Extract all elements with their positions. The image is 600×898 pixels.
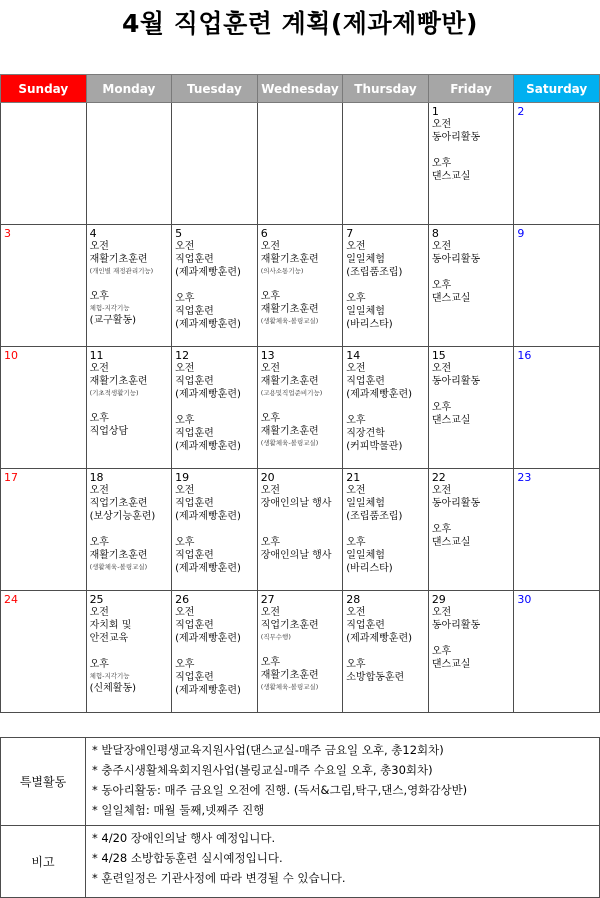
activity-line: 직업상담 xyxy=(89,426,129,437)
activity-line: (바리스타) xyxy=(346,319,393,330)
spacer xyxy=(432,510,512,523)
activity-detail: (의사소통기능) xyxy=(260,267,304,275)
activity-line: 직업훈련 xyxy=(175,620,214,631)
spacer xyxy=(261,399,341,412)
activity-line: 오전 xyxy=(346,363,366,374)
activity-line: (바리스타) xyxy=(346,563,393,574)
activity-detail: (생활체육-볼링교실) xyxy=(260,439,319,447)
activity-line: 재활기초훈련 xyxy=(260,254,319,265)
spacer xyxy=(432,266,512,279)
spacer xyxy=(346,279,426,292)
activity-line: 오후 xyxy=(175,293,195,304)
activity-line: 오후 xyxy=(431,524,452,535)
calendar-week-row xyxy=(1,225,600,347)
spacer xyxy=(261,510,341,523)
day-number: 25 xyxy=(89,593,104,606)
calendar-day-cell xyxy=(514,103,600,225)
day-number: 1 xyxy=(431,105,439,118)
calendar-day-cell xyxy=(172,347,258,469)
spacer xyxy=(346,645,426,658)
calendar-day-cell xyxy=(514,469,600,591)
activity-line: 동아리활동 xyxy=(431,620,481,631)
activity-line: 오후 xyxy=(175,415,195,426)
day-number: 23 xyxy=(517,471,532,484)
spacer xyxy=(346,523,426,536)
activity-line: 오전 xyxy=(89,607,109,618)
activity-line: (신체활동) xyxy=(89,683,137,694)
activity-line: (제과제빵훈련) xyxy=(175,441,241,452)
day-number: 22 xyxy=(431,471,446,484)
activity-line: 오전 xyxy=(175,363,195,374)
activity-line: 오전 xyxy=(260,607,281,618)
day-number: 14 xyxy=(346,349,361,362)
activity-line: (보상기능훈련) xyxy=(89,511,156,522)
activity-line: 오전 xyxy=(175,241,195,252)
day-number: 17 xyxy=(4,471,18,484)
activity-line: 오전 xyxy=(175,485,195,496)
activity-line: (제과제빵훈련) xyxy=(346,389,413,400)
calendar-day-cell xyxy=(428,225,514,347)
day-number: 19 xyxy=(175,471,190,484)
calendar-day-cell xyxy=(172,225,258,347)
note-line: * 4/20 장애인의날 행사 예정입니다. xyxy=(92,831,276,845)
activity-line: 일일체험 xyxy=(346,498,385,509)
weekday-header-sunday: Sunday xyxy=(1,75,87,103)
spacer xyxy=(90,645,170,658)
activity-line: 오후 xyxy=(89,291,109,302)
weekday-header-friday: Friday xyxy=(428,75,514,103)
activity-line: 재활기초훈련 xyxy=(89,376,148,387)
activity-line: 재활기초훈련 xyxy=(260,304,319,315)
notes-row xyxy=(1,826,600,898)
page-title: 4월 직업훈련 계획(제과제빵반) xyxy=(122,9,478,38)
calendar-day-cell xyxy=(428,347,514,469)
activity-detail: (개인별 재정관리기능) xyxy=(89,267,154,275)
activity-line: 일일체험 xyxy=(346,254,385,265)
activity-line: (조립품조립) xyxy=(346,511,403,522)
activity-line: 동아리활동 xyxy=(431,254,481,265)
activity-line: 소방합동훈련 xyxy=(346,672,405,683)
activity-line: 오후 xyxy=(260,291,281,302)
activity-line: (제과제빵훈련) xyxy=(175,685,241,696)
activity-line: 직업훈련 xyxy=(175,254,214,265)
calendar-day-cell xyxy=(257,591,343,713)
notes-table xyxy=(0,737,600,898)
activity-detail: 체험-지각기능 xyxy=(89,672,130,680)
note-line: * 일일체험: 매월 둘째,넷째주 진행 xyxy=(92,803,265,817)
activity-line: 직업훈련 xyxy=(175,376,214,387)
activity-line: 오후 xyxy=(89,537,109,548)
activity-line: 장애인의날 행사 xyxy=(260,550,332,561)
weekday-header-saturday: Saturday xyxy=(514,75,600,103)
notes-row xyxy=(1,738,600,826)
activity-line: 오전 xyxy=(89,485,109,496)
notes-label: 비고 xyxy=(1,826,86,898)
weekday-header-tuesday: Tuesday xyxy=(172,75,258,103)
activity-line: 장애인의날 행사 xyxy=(260,498,332,509)
spacer xyxy=(90,523,170,536)
calendar-week-row xyxy=(1,103,600,225)
weekday-header-monday: Monday xyxy=(86,75,172,103)
day-number: 8 xyxy=(431,227,439,240)
weekday-header-row xyxy=(1,75,600,103)
calendar-day-cell xyxy=(1,469,87,591)
activity-line: 오후 xyxy=(346,293,366,304)
notes-content xyxy=(86,738,600,826)
spacer xyxy=(175,645,255,658)
activity-line: 오전 xyxy=(260,363,281,374)
activity-detail: (생활체육-볼링교실) xyxy=(260,317,319,325)
activity-detail: (생활체육-볼링교실) xyxy=(260,683,319,691)
note-line: * 발달장애인평생교육지원사업(댄스교실-매주 금요일 오후, 총12회차) xyxy=(92,743,444,757)
spacer xyxy=(432,144,512,157)
calendar-day-cell xyxy=(257,347,343,469)
activity-line: (교구활동) xyxy=(89,315,137,326)
note-line: * 4/28 소방합동훈련 실시예정입니다. xyxy=(92,851,283,865)
activity-line: (커피박물관) xyxy=(346,441,403,452)
activity-line: 오전 xyxy=(346,485,366,496)
activity-line: 댄스교실 xyxy=(431,415,471,426)
day-number: 20 xyxy=(260,471,275,484)
calendar-day-cell xyxy=(257,103,343,225)
activity-line: 오후 xyxy=(175,537,195,548)
calendar-day-cell xyxy=(86,469,172,591)
activity-line: 직업훈련 xyxy=(175,672,214,683)
activity-line: 오후 xyxy=(346,659,366,670)
calendar-day-cell xyxy=(172,103,258,225)
calendar-day-cell xyxy=(1,103,87,225)
activity-line: 동아리활동 xyxy=(431,498,481,509)
day-number: 18 xyxy=(89,471,104,484)
calendar-day-cell xyxy=(343,469,429,591)
day-number: 5 xyxy=(175,227,183,240)
calendar-day-cell xyxy=(343,347,429,469)
notes-content xyxy=(86,826,600,898)
activity-line: 재활기초훈련 xyxy=(260,426,319,437)
day-number: 13 xyxy=(260,349,275,362)
activity-line: 직업훈련 xyxy=(346,376,385,387)
activity-line: 동아리활동 xyxy=(431,132,481,143)
calendar-day-cell xyxy=(1,225,87,347)
activity-line: 직업기초훈련 xyxy=(260,620,319,631)
spacer xyxy=(432,632,512,645)
day-number: 7 xyxy=(346,227,354,240)
note-line: * 훈련일정은 기관사정에 따라 변경될 수 있습니다. xyxy=(92,871,346,885)
activity-line: 오후 xyxy=(346,415,366,426)
activity-line: 댄스교실 xyxy=(431,293,471,304)
activity-detail: (고용및직업준비기능) xyxy=(260,389,323,397)
activity-line: (제과제빵훈련) xyxy=(175,563,241,574)
spacer xyxy=(432,388,512,401)
activity-line: 직업훈련 xyxy=(175,306,214,317)
activity-detail: 체험-지각기능 xyxy=(89,304,130,312)
activity-line: 재활기초훈련 xyxy=(260,376,319,387)
calendar-day-cell xyxy=(343,591,429,713)
calendar-day-cell xyxy=(86,103,172,225)
day-number: 28 xyxy=(346,593,361,606)
activity-line: 댄스교실 xyxy=(431,659,471,670)
calendar-week-row xyxy=(1,469,600,591)
calendar-day-cell xyxy=(86,591,172,713)
day-number: 30 xyxy=(517,593,532,606)
spacer xyxy=(261,277,341,290)
day-number: 4 xyxy=(89,227,97,240)
activity-line: 직업훈련 xyxy=(175,498,214,509)
calendar-day-cell xyxy=(514,591,600,713)
calendar-week-row xyxy=(1,591,600,713)
day-number: 29 xyxy=(431,593,446,606)
note-line: * 충주시생활체육회지원사업(볼링교실-매주 수요일 오후, 총30회차) xyxy=(92,763,433,777)
activity-line: 오후 xyxy=(431,402,452,413)
spacer xyxy=(346,401,426,414)
activity-line: 오전 xyxy=(431,241,452,252)
activity-line: 오전 xyxy=(89,241,109,252)
spacer xyxy=(90,277,170,290)
activity-line: 댄스교실 xyxy=(431,171,471,182)
activity-line: (제과제빵훈련) xyxy=(175,267,241,278)
activity-line: 직업기초훈련 xyxy=(89,498,148,509)
day-number: 2 xyxy=(517,105,525,118)
activity-line: 오전 xyxy=(431,607,452,618)
day-number: 10 xyxy=(4,349,18,362)
activity-line: 직업훈련 xyxy=(175,428,214,439)
activity-line: 오전 xyxy=(346,241,366,252)
activity-line: 오후 xyxy=(175,659,195,670)
activity-line: 오전 xyxy=(431,119,452,130)
activity-line: (조립품조립) xyxy=(346,267,403,278)
day-number: 3 xyxy=(4,227,11,240)
activity-line: 직장견학 xyxy=(346,428,385,439)
activity-line: (제과제빵훈련) xyxy=(175,319,241,330)
note-line: * 동아리활동: 매주 금요일 오전에 진행. (독서&그림,탁구,댄스,영화감상반) xyxy=(92,783,468,797)
activity-line: 오후 xyxy=(431,280,452,291)
activity-line: 오후 xyxy=(346,537,366,548)
weekday-header-thursday: Thursday xyxy=(343,75,429,103)
day-number: 15 xyxy=(431,349,446,362)
activity-detail: (직무수행) xyxy=(260,633,291,641)
calendar-day-cell xyxy=(428,103,514,225)
activity-line: 오전 xyxy=(431,363,452,374)
weekday-header-wednesday: Wednesday xyxy=(257,75,343,103)
day-number: 24 xyxy=(4,593,18,606)
activity-line: 댄스교실 xyxy=(431,537,471,548)
activity-line: 자치회 및 xyxy=(89,620,132,631)
activity-line: 오전 xyxy=(260,485,281,496)
calendar-day-cell xyxy=(257,469,343,591)
spacer xyxy=(175,401,255,414)
calendar-day-cell xyxy=(514,225,600,347)
spacer xyxy=(90,399,170,412)
activity-line: 오후 xyxy=(260,413,281,424)
activity-line: (제과제빵훈련) xyxy=(175,633,241,644)
spacer xyxy=(261,643,341,656)
activity-line: (제과제빵훈련) xyxy=(175,389,241,400)
calendar-day-cell xyxy=(514,347,600,469)
day-number: 12 xyxy=(175,349,190,362)
calendar-day-cell xyxy=(172,469,258,591)
activity-line: 오전 xyxy=(175,607,195,618)
calendar-week-row xyxy=(1,347,600,469)
calendar-day-cell xyxy=(86,347,172,469)
calendar-day-cell xyxy=(86,225,172,347)
activity-line: 오후 xyxy=(431,158,452,169)
activity-line: 직업훈련 xyxy=(175,550,214,561)
spacer xyxy=(261,523,341,536)
calendar-day-cell xyxy=(343,225,429,347)
activity-line: 재활기초훈련 xyxy=(260,670,319,681)
calendar-day-cell xyxy=(1,591,87,713)
activity-line: 오전 xyxy=(346,607,366,618)
day-number: 21 xyxy=(346,471,361,484)
calendar-day-cell xyxy=(428,591,514,713)
calendar-day-cell xyxy=(343,103,429,225)
activity-detail: (생활체육-볼링교실) xyxy=(89,563,148,571)
calendar-day-cell xyxy=(428,469,514,591)
notes-label: 특별활동 xyxy=(1,738,86,826)
calendar-table xyxy=(0,74,600,713)
activity-line: 오후 xyxy=(89,413,109,424)
activity-line: 일일체험 xyxy=(346,550,385,561)
calendar-day-cell xyxy=(257,225,343,347)
activity-line: 재활기초훈련 xyxy=(89,254,148,265)
activity-line: 오전 xyxy=(260,241,281,252)
spacer xyxy=(175,279,255,292)
activity-detail: (기초적생활기능) xyxy=(89,389,139,397)
activity-line: 오전 xyxy=(431,485,452,496)
day-number: 6 xyxy=(260,227,268,240)
calendar-day-cell xyxy=(172,591,258,713)
day-number: 11 xyxy=(89,349,104,362)
day-number: 26 xyxy=(175,593,190,606)
day-number: 9 xyxy=(517,227,525,240)
day-number: 27 xyxy=(260,593,275,606)
activity-line: 재활기초훈련 xyxy=(89,550,148,561)
activity-line: 일일체험 xyxy=(346,306,385,317)
activity-line: 오후 xyxy=(260,537,281,548)
activity-line: 오전 xyxy=(89,363,109,374)
calendar-day-cell xyxy=(1,347,87,469)
activity-line: 동아리활동 xyxy=(431,376,481,387)
spacer xyxy=(175,523,255,536)
activity-line: 안전교육 xyxy=(89,633,129,644)
activity-line: 직업훈련 xyxy=(346,620,385,631)
activity-line: 오후 xyxy=(89,659,109,670)
activity-line: 오후 xyxy=(260,657,281,668)
activity-line: (제과제빵훈련) xyxy=(175,511,241,522)
day-number: 16 xyxy=(517,349,532,362)
activity-line: (제과제빵훈련) xyxy=(346,633,413,644)
activity-line: 오후 xyxy=(431,646,452,657)
